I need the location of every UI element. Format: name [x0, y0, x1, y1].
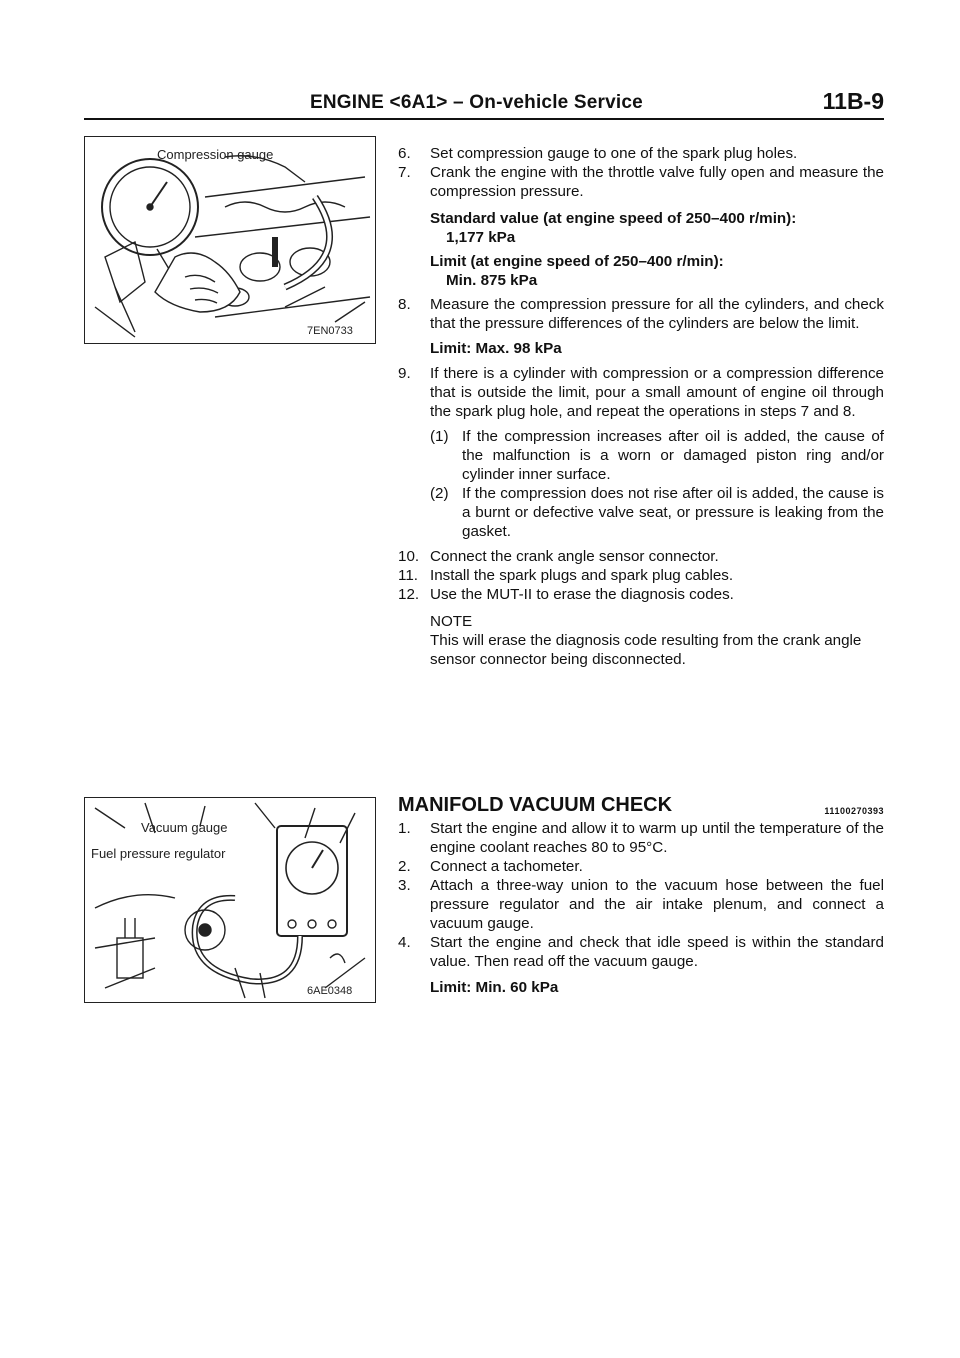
- step-number: 7.: [398, 164, 411, 181]
- note-label: NOTE: [430, 613, 473, 630]
- step-7: [398, 163, 884, 201]
- step-text: Measure the compression pressure for all the cylinders, and check that the pressure differences of the cylinders are below the limit.: [430, 296, 884, 332]
- compression-gauge-illustration: [84, 136, 376, 344]
- substep-number: (1): [430, 428, 449, 445]
- vacuum-gauge-drawing: [85, 798, 375, 1002]
- substep-1: [398, 427, 884, 484]
- step-12: [398, 585, 884, 604]
- vacuum-step-4: [398, 933, 884, 971]
- figure2-regulator-label: Fuel pressure regulator: [91, 846, 226, 861]
- step-8: [398, 295, 884, 333]
- step-text: Use the MUT-II to erase the diagnosis codes.: [430, 586, 734, 603]
- figure1-code: 7EN0733: [307, 325, 353, 337]
- step-number: 10.: [398, 548, 420, 565]
- substep-text: If the compression increases after oil is added, the cause of the malfunction is a worn or damaged piston ring and/or cylinder inner surface.: [462, 428, 884, 483]
- vacuum-step-2: [398, 857, 884, 876]
- step-number: 3.: [398, 877, 411, 894]
- step-number: 1.: [398, 820, 411, 837]
- step-10: [398, 547, 884, 566]
- step-text: Start the engine and check that idle speed is within the standard value. Then read off the vacuum gauge.: [430, 934, 884, 970]
- pressure-difference-limit: Limit: Max. 98 kPa: [430, 340, 562, 357]
- step-text: Attach a three-way union to the vacuum hose between the fuel pressure regulator and the air intake plenum, and connect a vacuum gauge.: [430, 877, 884, 932]
- step-number: 4.: [398, 934, 411, 951]
- step-text: Install the spark plugs and spark plug cables.: [430, 567, 734, 584]
- step-number: 2.: [398, 858, 411, 875]
- header-rule: [84, 118, 884, 120]
- compression-procedure: [398, 144, 884, 669]
- step-text: Start the engine and allow it to warm up until the temperature of the engine coolant reaches 80 to 95°C.: [430, 820, 884, 856]
- vacuum-gauge-illustration: [84, 797, 376, 1003]
- substep-2: [398, 484, 884, 541]
- figure2-code: 6AE0348: [307, 985, 353, 997]
- section-title: MANIFOLD VACUUM CHECK: [398, 794, 673, 816]
- step-number: 8.: [398, 296, 411, 313]
- step-text: Connect the crank angle sensor connector.: [430, 548, 719, 565]
- step-9: [398, 364, 884, 421]
- vacuum-step-1: [398, 819, 884, 857]
- manifold-vacuum-section: [398, 796, 884, 997]
- standard-value-spec: [398, 209, 884, 290]
- step-11: [398, 566, 884, 585]
- spec-line: Limit (at engine speed of 250–400 r/min):: [430, 253, 724, 270]
- compression-gauge-drawing: [85, 137, 375, 343]
- step-6: [398, 144, 884, 163]
- vacuum-limit: Limit: Min. 60 kPa: [430, 979, 559, 996]
- page-title: ENGINE <6A1> – On-vehicle Service: [310, 92, 643, 113]
- step-text: If there is a cylinder with compression or a compression difference that is outside the limit, pour a small amount of engine oil through the spark plug hole, and repeat the operations in steps 7 and 8.: [430, 365, 884, 420]
- step-number: 11.: [398, 567, 418, 584]
- step-text: Crank the engine with the throttle valve fully open and measure the compression pressure.: [430, 164, 884, 200]
- step-text: Connect a tachometer.: [430, 858, 583, 875]
- page-number: 11B-9: [822, 88, 884, 114]
- step-number: 12.: [398, 586, 420, 603]
- note-text: This will erase the diagnosis code resulting from the crank angle sensor connector being disconnected.: [430, 632, 862, 668]
- step-text: Set compression gauge to one of the spark plug holes.: [430, 145, 798, 162]
- spec-value: Min. 875 kPa: [446, 272, 538, 289]
- figure1-label: Compression gauge: [157, 147, 274, 162]
- vacuum-step-3: [398, 876, 884, 933]
- spec-value: 1,177 kPa: [446, 229, 516, 246]
- step-number: 9.: [398, 365, 411, 382]
- figure2-vacuum-label: Vacuum gauge: [141, 820, 228, 835]
- page-header: [84, 88, 884, 118]
- substep-text: If the compression does not rise after oil is added, the cause is a burnt or defective valve seat, or pressure is leaking from the gasket.: [462, 485, 884, 540]
- step-number: 6.: [398, 145, 411, 162]
- note-block: [398, 612, 884, 669]
- substep-number: (2): [430, 485, 449, 502]
- section-code: 11100270393: [824, 806, 884, 816]
- spec-line: Standard value (at engine speed of 250–400 r/min):: [430, 210, 797, 227]
